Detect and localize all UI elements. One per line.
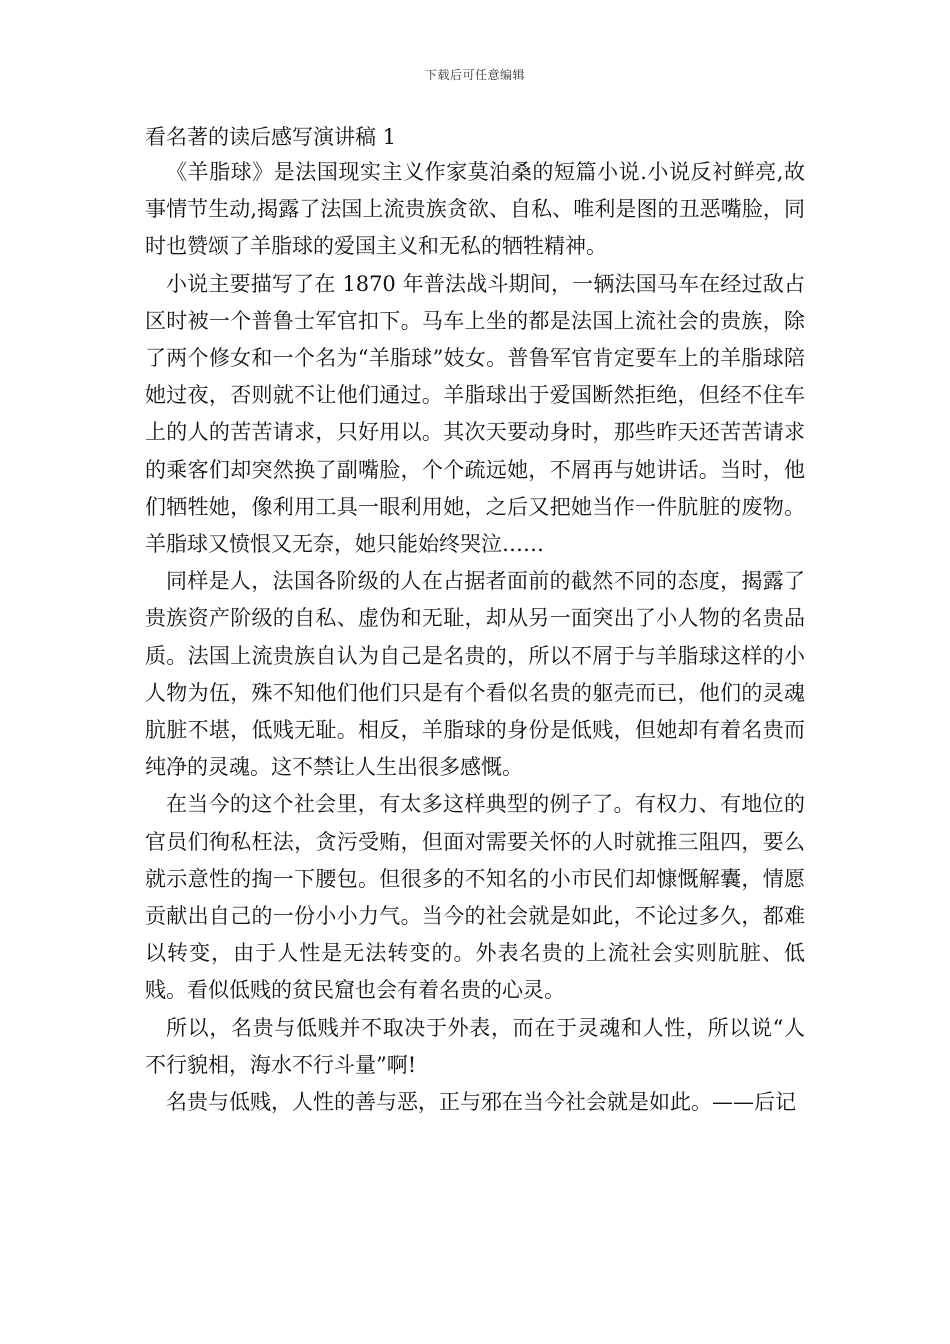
paragraph: 《羊脂球》是法国现实主义作家莫泊桑的短篇小说.小说反衬鲜亮,故事情节生动,揭露了法国上流贵族贪欲、自私、唯利是图的丑恶嘴脸，同时也赞颂了羊脂球的爱国主义和无私的牺牲精神。 [145,160,805,259]
paragraph: 所以，名贵与低贱并不取决于外表，而在于灵魂和人性，所以说“人不行貌相，海水不行斗量”啊! [145,1015,805,1077]
document-body [145,120,805,1121]
paragraph: 小说主要描写了在 1870 年普法战斗期间，一辆法国马车在经过敌占区时被一个普鲁士军官扣下。马车上坐的都是法国上流社会的贵族，除了两个修女和一个名为“羊脂球”妓女。普鲁军官肯定要车上的羊脂球陪她过夜，否则就不让他们通过。羊脂球出于爱国断然拒绝，但经不住车上的人的苦苦请求，只好用以。其次天要动身时，那些昨天还苦苦请求的乘客们却突然换了副嘴脸，个个疏远她，不屑再与她讲话。当时，他们牺牲她，像利用工具一眼利用她，之后又把她当作一件肮脏的废物。羊脂球又愤恨又无奈，她只能始终哭泣…… [145,271,805,557]
document-title: 看名著的读后感写演讲稿 1 [145,125,397,149]
paragraph: 名贵与低贱，人性的善与恶，正与邪在当今社会就是如此。——后记 [166,1090,796,1115]
header-note: 下载后可任意编辑 [424,68,525,82]
paragraph: 同样是人，法国各阶级的人在占据者面前的截然不同的态度，揭露了贵族资产阶级的自私、虚伪和无耻，却从另一面突出了小人物的名贵品质。法国上流贵族自认为自己是名贵的，所以不屑于与羊脂球这样的小人物为伍，殊不知他们他们只是有个看似名贵的躯壳而已，他们的灵魂肮脏不堪，低贱无耻。相反，羊脂球的身份是低贱，但她却有着名贵而纯净的灵魂。这不禁让人生出很多感慨。 [145,569,805,780]
paragraph: 在当今的这个社会里，有太多这样典型的例子了。有权力、有地位的官员们徇私枉法，贪污受贿，但面对需要关怀的人时就推三阻四，要么就示意性的掏一下腰包。但很多的不知名的小市民们却慷慨解囊，情愿贡献出自己的一份小小力气。当今的社会就是如此，不论过多久，都难以转变，由于人性是无法转变的。外表名贵的上流社会实则肮脏、低贱。看似低贱的贫民窟也会有着名贵的心灵。 [145,792,805,1003]
